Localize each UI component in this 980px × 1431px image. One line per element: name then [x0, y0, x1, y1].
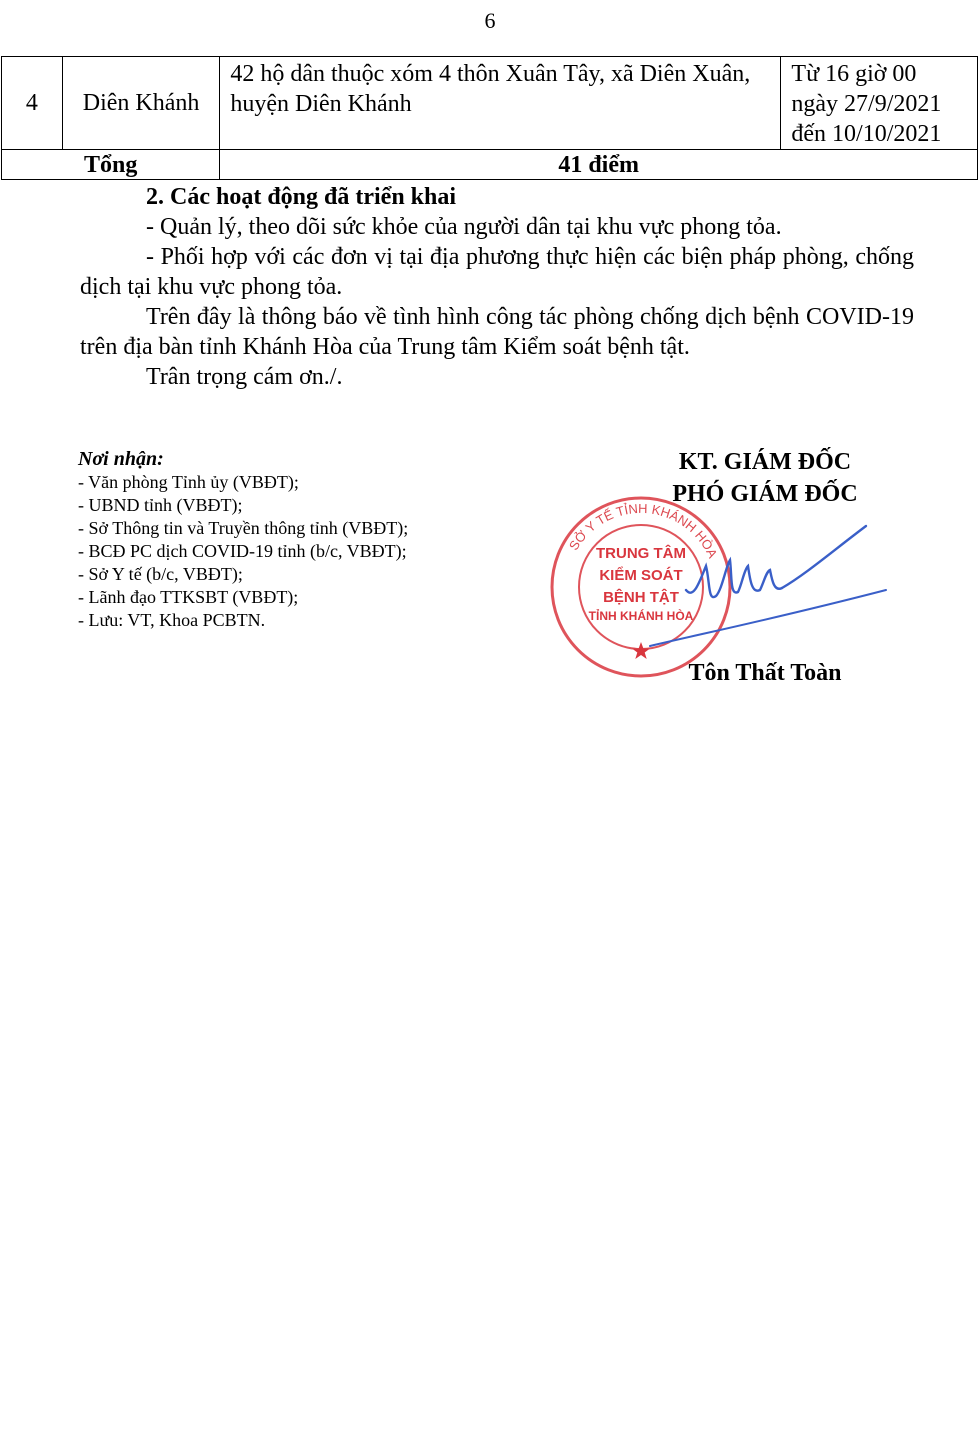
thanks-line: Trân trọng cám ơn./. — [146, 364, 343, 390]
recipient-item: - Văn phòng Tỉnh ủy (VBĐT); — [78, 472, 299, 492]
recipient-item: - Sở Thông tin và Truyền thông tỉnh (VBĐT); — [78, 518, 409, 538]
recipient-item: - Sở Y tế (b/c, VBĐT); — [78, 564, 243, 584]
row-district: Diên Khánh — [62, 57, 220, 150]
stamp-center-line: BỆNH TẬT — [603, 589, 679, 606]
bullet-item: - Quản lý, theo dõi sức khỏe của người dân tại khu vực phong tỏa. — [146, 214, 782, 240]
row-number: 4 — [2, 57, 63, 150]
recipient-item: - UBND tỉnh (VBĐT); — [78, 495, 243, 515]
recipients-list — [78, 471, 538, 632]
body-text — [80, 182, 914, 392]
signer-name: Tôn Thất Toàn — [688, 660, 842, 686]
page-number: 6 — [484, 8, 496, 33]
conclusion-paragraph: Trên đây là thông báo về tình hình công tác phòng chống dịch bệnh COVID-19 trên địa bàn tỉnh Khánh Hòa của Trung tâm Kiểm soát bệnh tật. — [80, 304, 914, 360]
row-time — [781, 57, 978, 150]
total-label: Tổng — [2, 150, 220, 180]
bullet-item: - Phối hợp với các đơn vị tại địa phương thực hiện các biện pháp phòng, chống dịch tại khu vực phong tỏa. — [80, 244, 914, 300]
lockdown-areas-table — [1, 56, 978, 180]
stamp-center-line: TRUNG TÂM — [596, 545, 686, 562]
total-value: 41 điểm — [220, 150, 978, 180]
row-time-line: Từ 16 giờ 00 — [791, 61, 917, 87]
row-time-line: đến 10/10/2021 — [791, 121, 942, 147]
stamp-center-line: KIỂM SOÁT — [599, 567, 683, 584]
recipient-item: - BCĐ PC dịch COVID-19 tỉnh (b/c, VBĐT); — [78, 541, 407, 561]
row-description: 42 hộ dân thuộc xóm 4 thôn Xuân Tây, xã Diên Xuân, huyện Diên Khánh — [220, 57, 781, 150]
recipients-title: Nơi nhận: — [78, 448, 164, 470]
section-heading: 2. Các hoạt động đã triển khai — [146, 184, 457, 210]
handwritten-signature — [610, 510, 890, 650]
signature-title-line: PHÓ GIÁM ĐỐC — [672, 481, 858, 507]
stamp-ring-text: SỞ Y TẾ TỈNH KHÁNH HÒA — [565, 500, 721, 561]
recipient-item: - Lưu: VT, Khoa PCBTN. — [78, 610, 266, 630]
table-row — [2, 57, 978, 150]
row-time-line: ngày 27/9/2021 — [791, 91, 942, 117]
stamp-center-line: TỈNH KHÁNH HÒA — [588, 609, 694, 623]
recipients-block — [78, 448, 538, 632]
recipient-item: - Lãnh đạo TTKSBT (VBĐT); — [78, 587, 299, 607]
signature-title-line: KT. GIÁM ĐỐC — [678, 449, 852, 475]
table-total-row — [2, 150, 978, 180]
